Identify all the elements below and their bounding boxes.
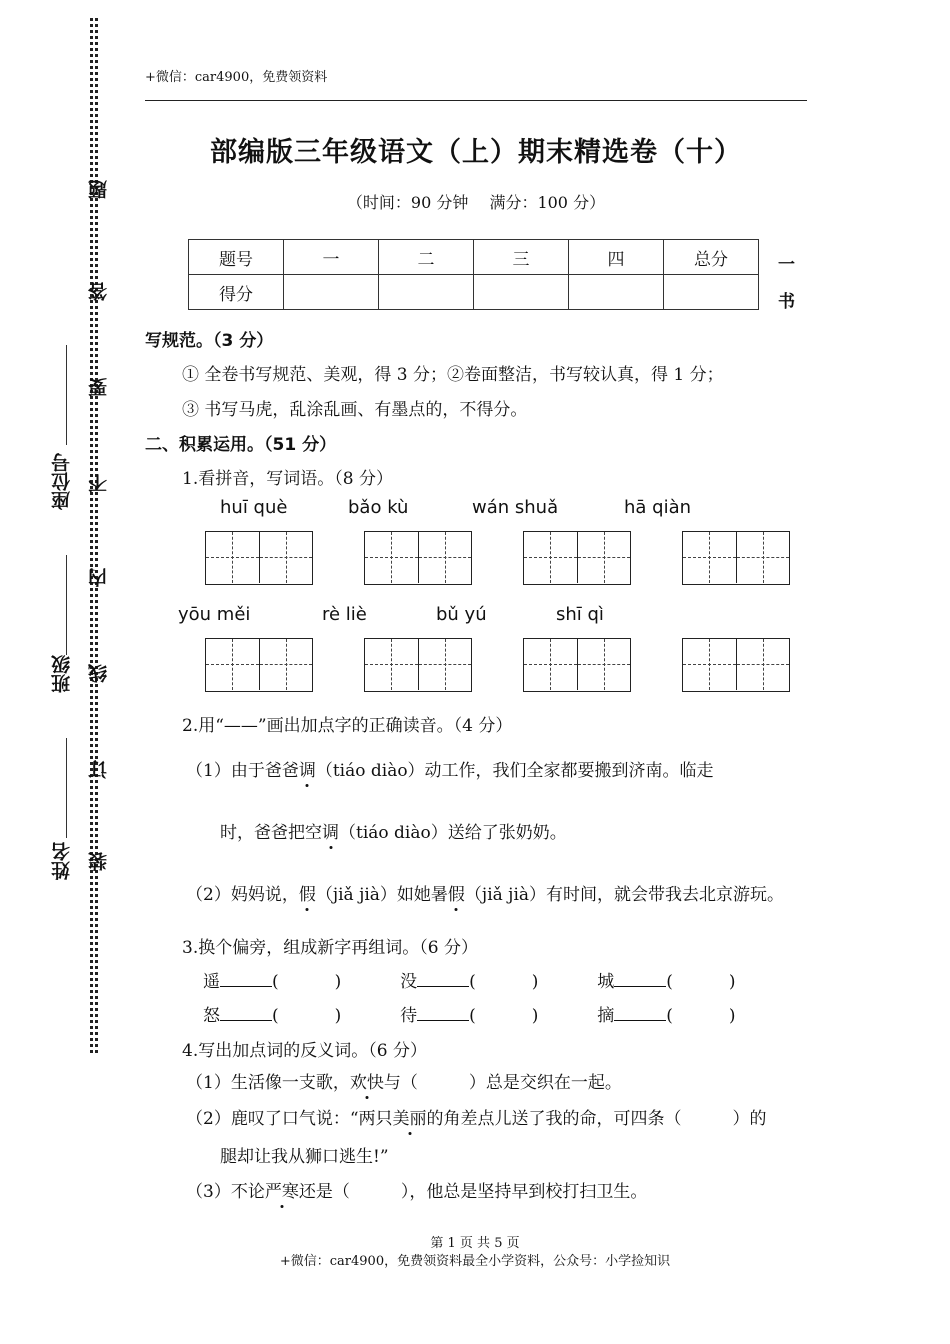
q3-char: 怒 xyxy=(203,1006,220,1026)
answer-blank[interactable] xyxy=(220,972,272,987)
strip-inner-6: 线 xyxy=(88,664,110,683)
section1-line-2: ③ 书写马虎，乱涂乱画、有墨点的，不得分。 xyxy=(182,400,528,420)
q4-sentence-1 xyxy=(186,1068,622,1093)
answer-blank[interactable] xyxy=(417,972,469,987)
q1-title: 1.看拼音，写词语。（8 分） xyxy=(182,469,393,489)
table-cell: 得分 xyxy=(189,275,284,310)
q3-char: 摘 xyxy=(597,1006,615,1026)
tianzige-box[interactable] xyxy=(205,638,313,692)
score-input-cell[interactable] xyxy=(569,275,664,310)
strip-inner-4: 不 xyxy=(88,474,110,493)
q2-sentence-2 xyxy=(186,880,784,905)
q2-s2-c: （jiǎ jià）有时间，就会带我去北京游玩。 xyxy=(464,885,785,905)
q2-s1b-post: （tiáo diào）送给了张奶奶。 xyxy=(339,823,567,843)
q4-s3-pre: （3）不论 xyxy=(186,1182,265,1202)
score-table-score-row xyxy=(189,275,759,310)
pinyin-7: bǔ yú xyxy=(436,604,487,625)
q4-s1-pre: （1）生活像一支歌， xyxy=(186,1073,350,1093)
pinyin-4: hā qiàn xyxy=(624,497,692,518)
page-title: 部编版三年级语文（上）期末精选卷（十） xyxy=(210,137,742,168)
q2-title: 2.用“——”画出加点字的正确读音。（4 分） xyxy=(182,716,513,736)
q2-s2-b: （jiǎ jià）如她暑 xyxy=(315,885,448,905)
dotted-char: 调 xyxy=(299,756,316,781)
pinyin-2: bǎo kù xyxy=(348,497,409,518)
answer-blank[interactable] xyxy=(417,1006,469,1021)
q4-sentence-2 xyxy=(186,1104,767,1129)
q3-char: 待 xyxy=(400,1006,418,1026)
answer-blank[interactable] xyxy=(614,1006,666,1021)
q2-s1-pre: （1）由于爸爸 xyxy=(186,761,299,781)
q2-sentence-1b xyxy=(220,818,567,843)
q4-s2-post: 的角差点儿送了我的命，可四条（ ）的 xyxy=(426,1109,767,1129)
dotted-char: 假 xyxy=(448,880,465,905)
q2-sentence-1 xyxy=(186,756,714,781)
strip-inner-1: 题 xyxy=(88,180,110,199)
header-rule xyxy=(145,100,807,101)
dotted-word: 欢快 xyxy=(350,1068,384,1093)
q3-char: 没 xyxy=(400,972,418,992)
tianzige-box[interactable] xyxy=(523,638,631,692)
side-char-1: 一 xyxy=(778,255,795,275)
q3-row-1: 遥 ( ) 没 ( ) 城 ( ) xyxy=(203,972,736,992)
table-cell: 三 xyxy=(474,240,569,275)
class-label: 班级 xyxy=(51,655,73,693)
score-input-cell[interactable] xyxy=(379,275,474,310)
q4-s2-pre: （2）鹿叹了口气说：“两只 xyxy=(186,1109,393,1129)
dotted-char: 调 xyxy=(322,818,339,843)
dotted-word: 美丽 xyxy=(393,1104,427,1129)
pinyin-6: rè liè xyxy=(322,604,367,625)
q3-char: 遥 xyxy=(203,972,220,992)
name-label: 姓名 xyxy=(51,842,73,880)
class-line xyxy=(66,555,67,655)
table-cell: 一 xyxy=(284,240,379,275)
score-input-cell[interactable] xyxy=(664,275,759,310)
footer-note: +微信：car4900，免费领资料最全小学资料，公众号：小学捡知识 xyxy=(279,1254,671,1269)
q2-s2-a: （2）妈妈说， xyxy=(186,885,299,905)
score-input-cell[interactable] xyxy=(474,275,569,310)
seat-number-label: 座位号 xyxy=(51,453,73,510)
dotted-word: 严寒 xyxy=(265,1177,299,1202)
q4-sentence-2b: 腿却让我从狮口逃生!” xyxy=(220,1147,389,1167)
section1-line-1: ① 全卷书写规范、美观，得 3 分；②卷面整洁，书写较认真，得 1 分； xyxy=(182,365,724,385)
tianzige-box[interactable] xyxy=(523,531,631,585)
strip-inner-5: 内 xyxy=(88,568,110,587)
score-table xyxy=(188,239,759,310)
header-note: +微信：car4900，免费领资料 xyxy=(145,70,328,85)
tianzige-box[interactable] xyxy=(682,531,790,585)
tianzige-box[interactable] xyxy=(205,531,313,585)
pinyin-8: shī qì xyxy=(556,604,604,625)
q4-s3-post: 还是（ ），他总是坚持早到校打扫卫生。 xyxy=(298,1182,648,1202)
q3-row-2: 怒 ( ) 待 ( ) 摘 ( ) xyxy=(203,1006,736,1026)
q2-s1b-pre: 时，爸爸把空 xyxy=(220,823,322,843)
table-cell: 总分 xyxy=(664,240,759,275)
section2-heading: 二、积累运用。（51 分） xyxy=(145,435,337,455)
q4-title: 4.写出加点词的反义词。（6 分） xyxy=(182,1041,427,1061)
pinyin-1: huī què xyxy=(220,497,288,518)
q3-title: 3.换个偏旁，组成新字再组词。（6 分） xyxy=(182,938,478,958)
q2-s1-post: （tiáo diào）动工作，我们全家都要搬到济南。临走 xyxy=(315,761,714,781)
tianzige-box[interactable] xyxy=(364,531,472,585)
q4-s1-post: 与（ ）总是交织在一起。 xyxy=(383,1073,622,1093)
q4-sentence-3 xyxy=(186,1177,647,1202)
score-input-cell[interactable] xyxy=(284,275,379,310)
section1-heading: 写规范。（3 分） xyxy=(145,331,274,351)
page-number: 第 1 页 共 5 页 xyxy=(430,1236,520,1251)
strip-inner-8: 装 xyxy=(88,852,110,871)
table-cell: 二 xyxy=(379,240,474,275)
dotted-char: 假 xyxy=(299,880,316,905)
table-cell: 题号 xyxy=(189,240,284,275)
strip-inner-3: 要 xyxy=(88,378,110,397)
binding-dotted-line-right xyxy=(95,18,100,1053)
table-cell: 四 xyxy=(569,240,664,275)
name-line xyxy=(66,738,67,838)
score-table-header-row xyxy=(189,240,759,275)
tianzige-box[interactable] xyxy=(682,638,790,692)
side-char-2: 书 xyxy=(778,292,795,312)
answer-blank[interactable] xyxy=(614,972,666,987)
pinyin-3: wán shuǎ xyxy=(472,497,559,518)
q3-char: 城 xyxy=(597,972,615,992)
strip-inner-7: 订 xyxy=(88,760,110,779)
strip-inner-2: 答 xyxy=(88,282,110,301)
pinyin-5: yōu měi xyxy=(178,604,251,625)
seat-number-line xyxy=(66,345,67,445)
tianzige-box[interactable] xyxy=(364,638,472,692)
answer-blank[interactable] xyxy=(220,1006,272,1021)
page-subtitle: （时间：90 分钟 满分：100 分） xyxy=(346,193,606,212)
